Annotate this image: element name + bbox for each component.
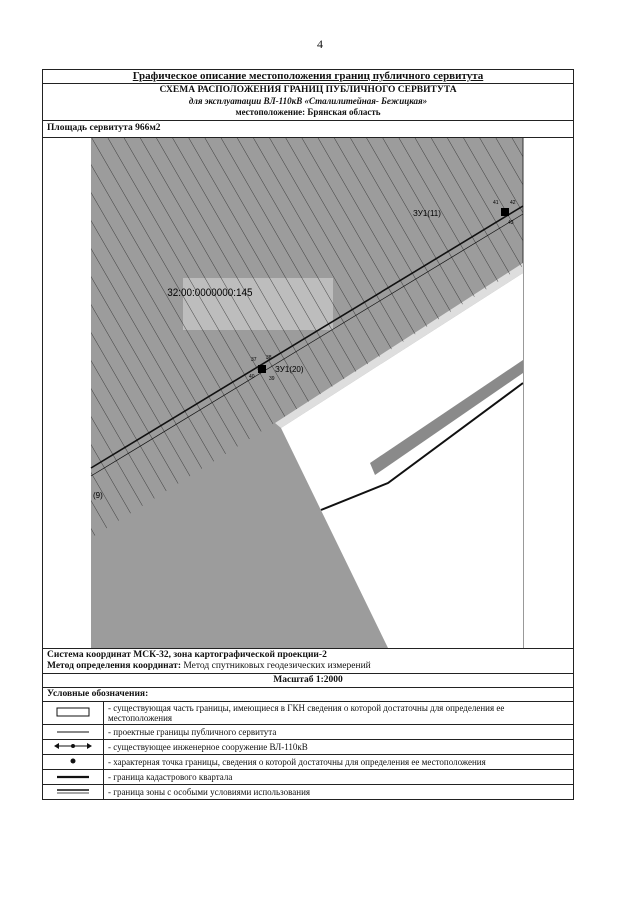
method-value: Метод спутниковых геодезических измерений — [183, 661, 371, 671]
legend-row — [43, 725, 573, 740]
point-number: 38 — [266, 355, 272, 361]
legend-row — [43, 770, 573, 785]
document-frame — [42, 69, 574, 800]
legend-row — [43, 755, 573, 770]
legend-table — [43, 702, 573, 799]
scheme-title: СХЕМА РАСПОЛОЖЕНИЯ ГРАНИЦ ПУБЛИЧНОГО СЕРВИТУТА — [159, 85, 457, 95]
point-marker-lower — [258, 365, 266, 373]
legend-row — [43, 785, 573, 800]
gkn-boundary-symbol — [56, 707, 90, 717]
location-line: местоположение: Брянская область — [235, 107, 381, 117]
legend-text: - проектные границы публичного сервитута — [104, 725, 574, 740]
map-area — [43, 138, 573, 649]
document-title: Графическое описание местоположения границ публичного сервитута — [132, 70, 484, 82]
map-scale: Масштаб 1:2000 — [43, 674, 573, 688]
point-number: 40 — [249, 374, 255, 380]
parcel-label-left: (9) — [93, 491, 103, 500]
point-marker-upper — [501, 208, 509, 216]
special-zone-symbol — [56, 787, 90, 795]
point-number: 37 — [251, 357, 257, 363]
purpose-line: для эксплуатации ВЛ-110кВ «Сталилитейная- Бежицкая» — [188, 96, 428, 106]
boundary-point-symbol — [68, 756, 78, 766]
cadastral-block-label: 32:00:0000000:145 — [167, 287, 253, 300]
servitude-area: Площадь сервитута 966м2 — [43, 121, 573, 138]
legend-row — [43, 702, 573, 725]
point-number: 39 — [269, 376, 275, 382]
parcel-label-lower: ЗУ1(20) — [275, 365, 304, 374]
legend-text: - граница кадастрового квартала — [104, 770, 574, 785]
method-label: Метод определения координат: — [47, 661, 181, 671]
power-line-symbol — [53, 742, 93, 750]
legend-row — [43, 740, 573, 755]
cadastral-map — [43, 138, 573, 648]
cadastral-quarter-symbol — [56, 774, 90, 780]
point-number: 43 — [508, 220, 514, 226]
project-boundary-symbol — [56, 729, 90, 735]
coordinate-system: Система координат МСК-32, зона картографической проекции-2 — [47, 650, 327, 660]
legend-text: - существующее инженерное сооружение ВЛ-110кВ — [104, 740, 574, 755]
legend-text: - характерная точка границы, сведения о которой достаточны для определения ее местоположения — [104, 755, 574, 770]
legend-text: - граница зоны с особыми условиями использования — [104, 785, 574, 800]
point-number: 41 — [493, 200, 499, 206]
parcel-label-upper: ЗУ1(11) — [413, 209, 441, 218]
legend-title: Условные обозначения: — [43, 688, 573, 702]
coordinate-info — [43, 649, 573, 674]
legend-text: - существующая часть границы, имеющиеся в ГКН сведения о которой достаточны для определения ее местоположения — [108, 703, 505, 723]
page-number: 4 — [317, 37, 323, 51]
document-header — [43, 70, 573, 121]
point-number: 42 — [510, 200, 516, 206]
